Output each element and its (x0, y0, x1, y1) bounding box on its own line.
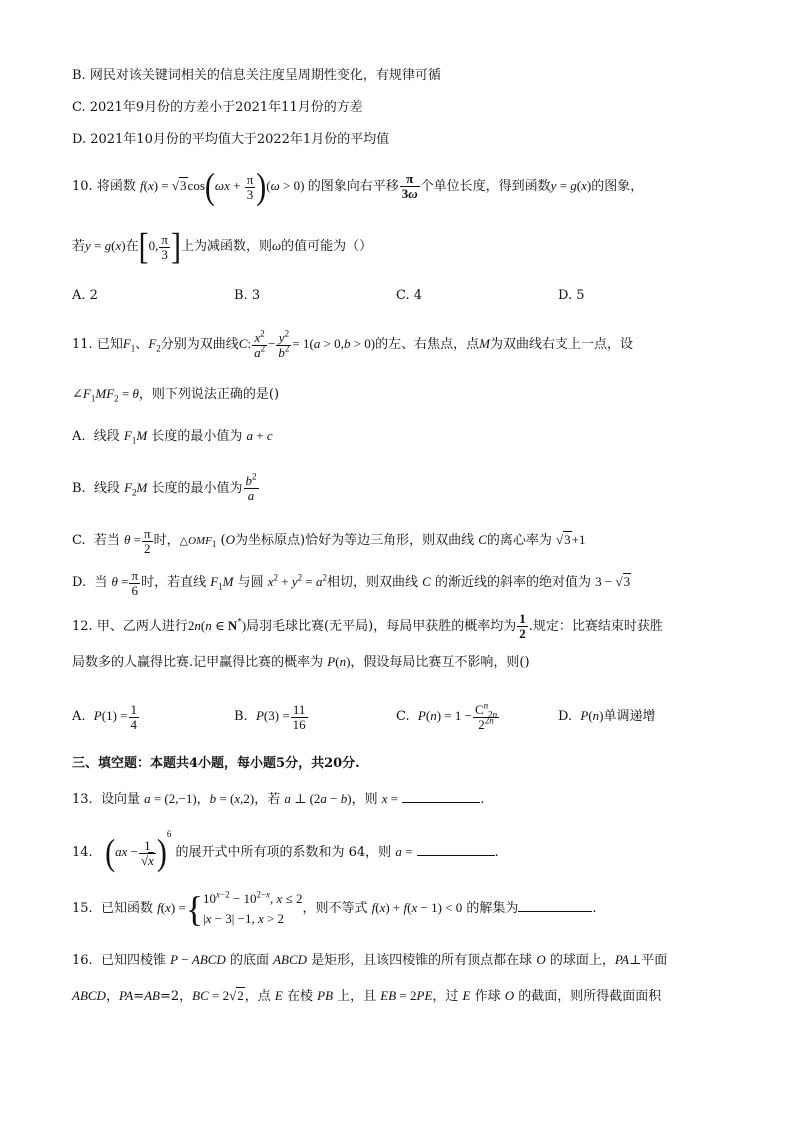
q10-omega: ω (271, 238, 282, 253)
q11-text4: 为双曲线右支上一点，设 (489, 337, 633, 352)
q10-text2: 的图象向右平移 (307, 179, 399, 194)
q10-option-b: B. 3 (234, 288, 261, 303)
q10-function: f(x) = √3cos(ωx + $\frac{\pi}{3}$ )(ω > 0) (139, 165, 308, 208)
q11-option-d: D. 当 θ = $\frac{\pi}{6}$ 时，若直线 $F_1M$ 与圆 $x^2 + y^2 = a^2$相切，则双曲线 C 的渐近线的斜率的绝对值为 3 − √3 (72, 567, 631, 598)
q15: 15. 已知函数 f(x) ={ $10^{x-2} - 10^{2-x}$, x ≤ 2 |x − 3| −1, x > 2 ，则不等式 f(x) + f(x − 1) < 0 的解集为 . (72, 888, 597, 929)
q10-option-a: A. 2 (72, 288, 98, 303)
q11-text2: 分别为双曲线 (160, 337, 239, 352)
q12-options (72, 698, 722, 734)
q12-option-c: C. P(n) = 1 − $\frac{C^n_{2n}}{2^{2n}}$ (396, 700, 498, 732)
q11-option-a: A. 线段 $F_1M$ 长度的最小值为 a + c (72, 428, 273, 446)
q10-shift-fraction: $\frac{\pi}{3\omega}$ (401, 171, 418, 201)
q12-text3: .规定：比赛结束时获胜 (528, 619, 663, 634)
q12-number: 12. (72, 619, 93, 634)
q11-option-c: C. 若当 θ = $\frac{\pi}{2}$ 时，$\triangle OMF_1$ (O为坐标原点)恰好为等边三角形，则双曲线 C的离心率为 √3+1 (72, 525, 586, 556)
q11-number: 11. (72, 337, 93, 352)
q12-stem-line1: 12. 甲、乙两人进行2n(n ∈ N*)局羽毛球比赛(无平局)，每局甲获胜的概率均为 $\frac{1}{2}$ .规定：比赛结束时获胜 (72, 611, 663, 641)
q10-text3: 个单位长度，得到函数 (420, 179, 551, 194)
q12-text1: 甲、乙两人进行 (96, 619, 188, 634)
q10-option-c: C. 4 (396, 288, 423, 303)
q12-option-b: B. P(3) = $\frac{11}{16}$ (234, 701, 306, 732)
q14-answer-blank[interactable] (417, 841, 495, 856)
q15-answer-blank[interactable] (518, 897, 592, 912)
q10-text7: 的值可能为（） (281, 239, 373, 254)
q10-stem-line1: 10. 将函数 f(x) = √3cos(ωx + $\frac{\pi}{3}$ )(ω > 0) 的图象向右平移 $\frac{\pi}{3\omega}$ 个单位长度，得到函数y = g(x)的图象， (72, 165, 644, 208)
q12-text2: 局羽毛球比赛(无平局)，每局甲获胜的概率均为 (246, 619, 517, 634)
q16-line1: 16. 已知四棱锥 P − ABCD 的底面 ABCD 是矩形，且该四棱锥的所有顶点都在球 O 的球面上，PA⊥平面 (72, 952, 668, 968)
q12-option-a: A. P(1) = $\frac{1}{4}$ (72, 701, 137, 732)
q14: 14. (ax − $\frac{1}{√x}$ )$^6$ 的展开式中所有项的系数和为 64，则 a = . (72, 828, 499, 874)
q13-answer-blank[interactable] (402, 788, 480, 803)
q11-point-m: M (479, 336, 490, 351)
q10-option-d: D. 5 (558, 288, 585, 303)
q10-text5: 若 (72, 239, 86, 254)
q10-number: 10. (72, 179, 93, 194)
q12-option-d: D. P(n)单调递增 (558, 708, 656, 724)
q9-option-b: B. 网民对该关键词相关的信息关注度呈周期性变化，有规律可循 (72, 68, 441, 83)
q9-option-d: D. 2021年10月份的平均值大于2022年1月份的平均值 (72, 132, 390, 147)
q12-stem-line2: 局数多的人赢得比赛.记甲赢得比赛的概率为 P(n)，假设每局比赛互不影响，则() (72, 654, 530, 670)
q10-text1: 将函数 (96, 179, 136, 194)
q11-option-b: B. 线段 $F_2M$ 长度的最小值为 $\frac{b^2}{a}$ (72, 471, 257, 503)
q9-option-c: C. 2021年9月份的方差小于2021年11月份的方差 (72, 100, 363, 115)
q13: 13. 设向量 a = (2,−1)，b = (x,2)，若 a ⊥ (2a − b)，则 x = . (72, 788, 484, 810)
q16-line2: ABCD，PA=AB=2，BC = 2√2，点 E 在棱 PB 上，且 EB = 2PE，过 E 作球 O 的截面，则所得截面面积 (72, 988, 662, 1004)
q11-text1: 已知 (96, 337, 123, 352)
q10-pi-over-3: $\frac{\pi}{3}$ (246, 171, 254, 202)
q10-text6: 上为减函数，则 (180, 239, 272, 254)
q11-stem-line2: $\angle F_1MF_2 = \theta$，则下列说法正确的是() (72, 386, 280, 404)
q11-text3: 的左、右焦点，点 (375, 337, 480, 352)
q11-stem-line1: 11. 已知$F_1$、$F_2$分别为双曲线C: $\frac{x^2}{a^2}$ − $\frac{y^2}{b^2}$ = 1(a > 0,b > 0)的左、右焦点，点M为双曲线右支上一点，设 (72, 328, 633, 360)
section-heading-fill-in: 三、填空题：本题共4小题，每小题5分，共20分. (72, 756, 360, 771)
q11-text5: ，则下列说法正确的是() (138, 387, 280, 402)
q10-text4: 的图象， (591, 179, 644, 194)
q10-stem-line2: 若y = g(x)在[0, $\frac{\pi}{3}$ ]上为减函数，则ω的值可能为（） (72, 225, 373, 268)
